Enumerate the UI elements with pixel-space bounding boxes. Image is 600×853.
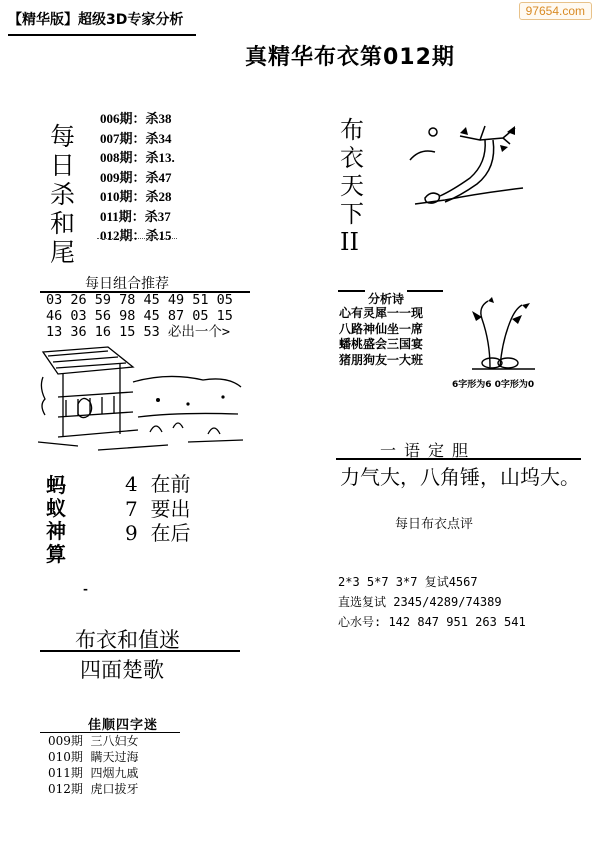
list-item: 4 在前 (125, 472, 191, 496)
list-item: 46 03 56 98 45 87 05 15 (46, 308, 233, 324)
list-item: 心水号: 142 847 951 263 541 (338, 615, 526, 629)
list-item: 009期 三八妇女 (48, 734, 139, 748)
one-word-answer: 力气大，八角锤，山坞大。 (340, 465, 580, 489)
daily-kill-label: 每 日 杀 和 尾 (50, 122, 76, 267)
divider (336, 458, 581, 460)
list-item: 012期：杀15 (100, 228, 172, 243)
list-item: 9 在后 (125, 521, 191, 545)
list-item: 010期 瞒天过海 (48, 750, 139, 764)
list-item: 猪朋狗友一大班 (339, 352, 424, 367)
list-item: 011期 四烟九戚 (48, 766, 139, 780)
buyi-riddle-question: 布衣和值迷 (75, 628, 180, 652)
divider (40, 650, 240, 652)
shape-note: 6字形为6 0字形为0 (452, 380, 535, 390)
daily-kill-list (100, 109, 175, 246)
daily-review-lines (338, 572, 526, 632)
list-item: 13 36 16 15 53 必出一个> (46, 324, 231, 340)
combo-title: 每日组合推荐 (85, 276, 169, 292)
dash-mark: - (83, 582, 88, 596)
daily-review-title: 每日布衣点评 (395, 517, 474, 532)
divider (97, 238, 177, 239)
combo-list (46, 292, 233, 340)
sprout-illustration (460, 297, 545, 375)
list-item: 011期：杀37 (100, 208, 171, 224)
list-item: 009期：杀47 (100, 169, 172, 185)
list-item: 2*3 5*7 3*7 复试4567 (338, 575, 478, 589)
pavilion-illustration (38, 342, 243, 457)
list-item: 006期：杀38 (100, 111, 172, 126)
list-item: 03 26 59 78 45 49 51 05 (46, 292, 233, 308)
watermark[interactable]: 97654.com (519, 2, 592, 20)
list-item: 012期 虎口拔牙 (48, 782, 139, 796)
list-item: 蟠桃盛会三国宴 (339, 337, 424, 351)
ant-god-label: 蚂 蚁 神 算 (46, 473, 66, 566)
four-char-riddle-list (48, 733, 139, 797)
tree-figure-illustration (405, 118, 525, 218)
buyi-riddle-answer: 四面楚歌 (80, 658, 164, 682)
list-item: 心有灵犀一一现 (339, 306, 424, 320)
list-item: 7 要出 (125, 496, 191, 521)
page-title: 真精华布衣第012期 (245, 45, 455, 70)
list-item: 007期：杀34 (100, 130, 172, 146)
header-label: 【精华版】超级3D专家分析 (8, 6, 196, 36)
list-item: 直选复试 2345/4289/74389 (338, 595, 502, 609)
list-item: 008期：杀13. (100, 150, 175, 165)
buyi-tianxia-label: 布 衣 天 下 II (340, 116, 364, 256)
four-char-riddle-title: 佳顺四字迷 (88, 718, 159, 733)
analysis-poem-title: 分析诗 (365, 290, 407, 307)
ant-god-list (125, 472, 190, 546)
list-item: 010期：杀28 (100, 189, 172, 204)
one-word-title: 一语定胆 (380, 441, 477, 460)
analysis-poem-lines (339, 306, 423, 368)
list-item: 八路神仙坐一席 (339, 321, 424, 336)
